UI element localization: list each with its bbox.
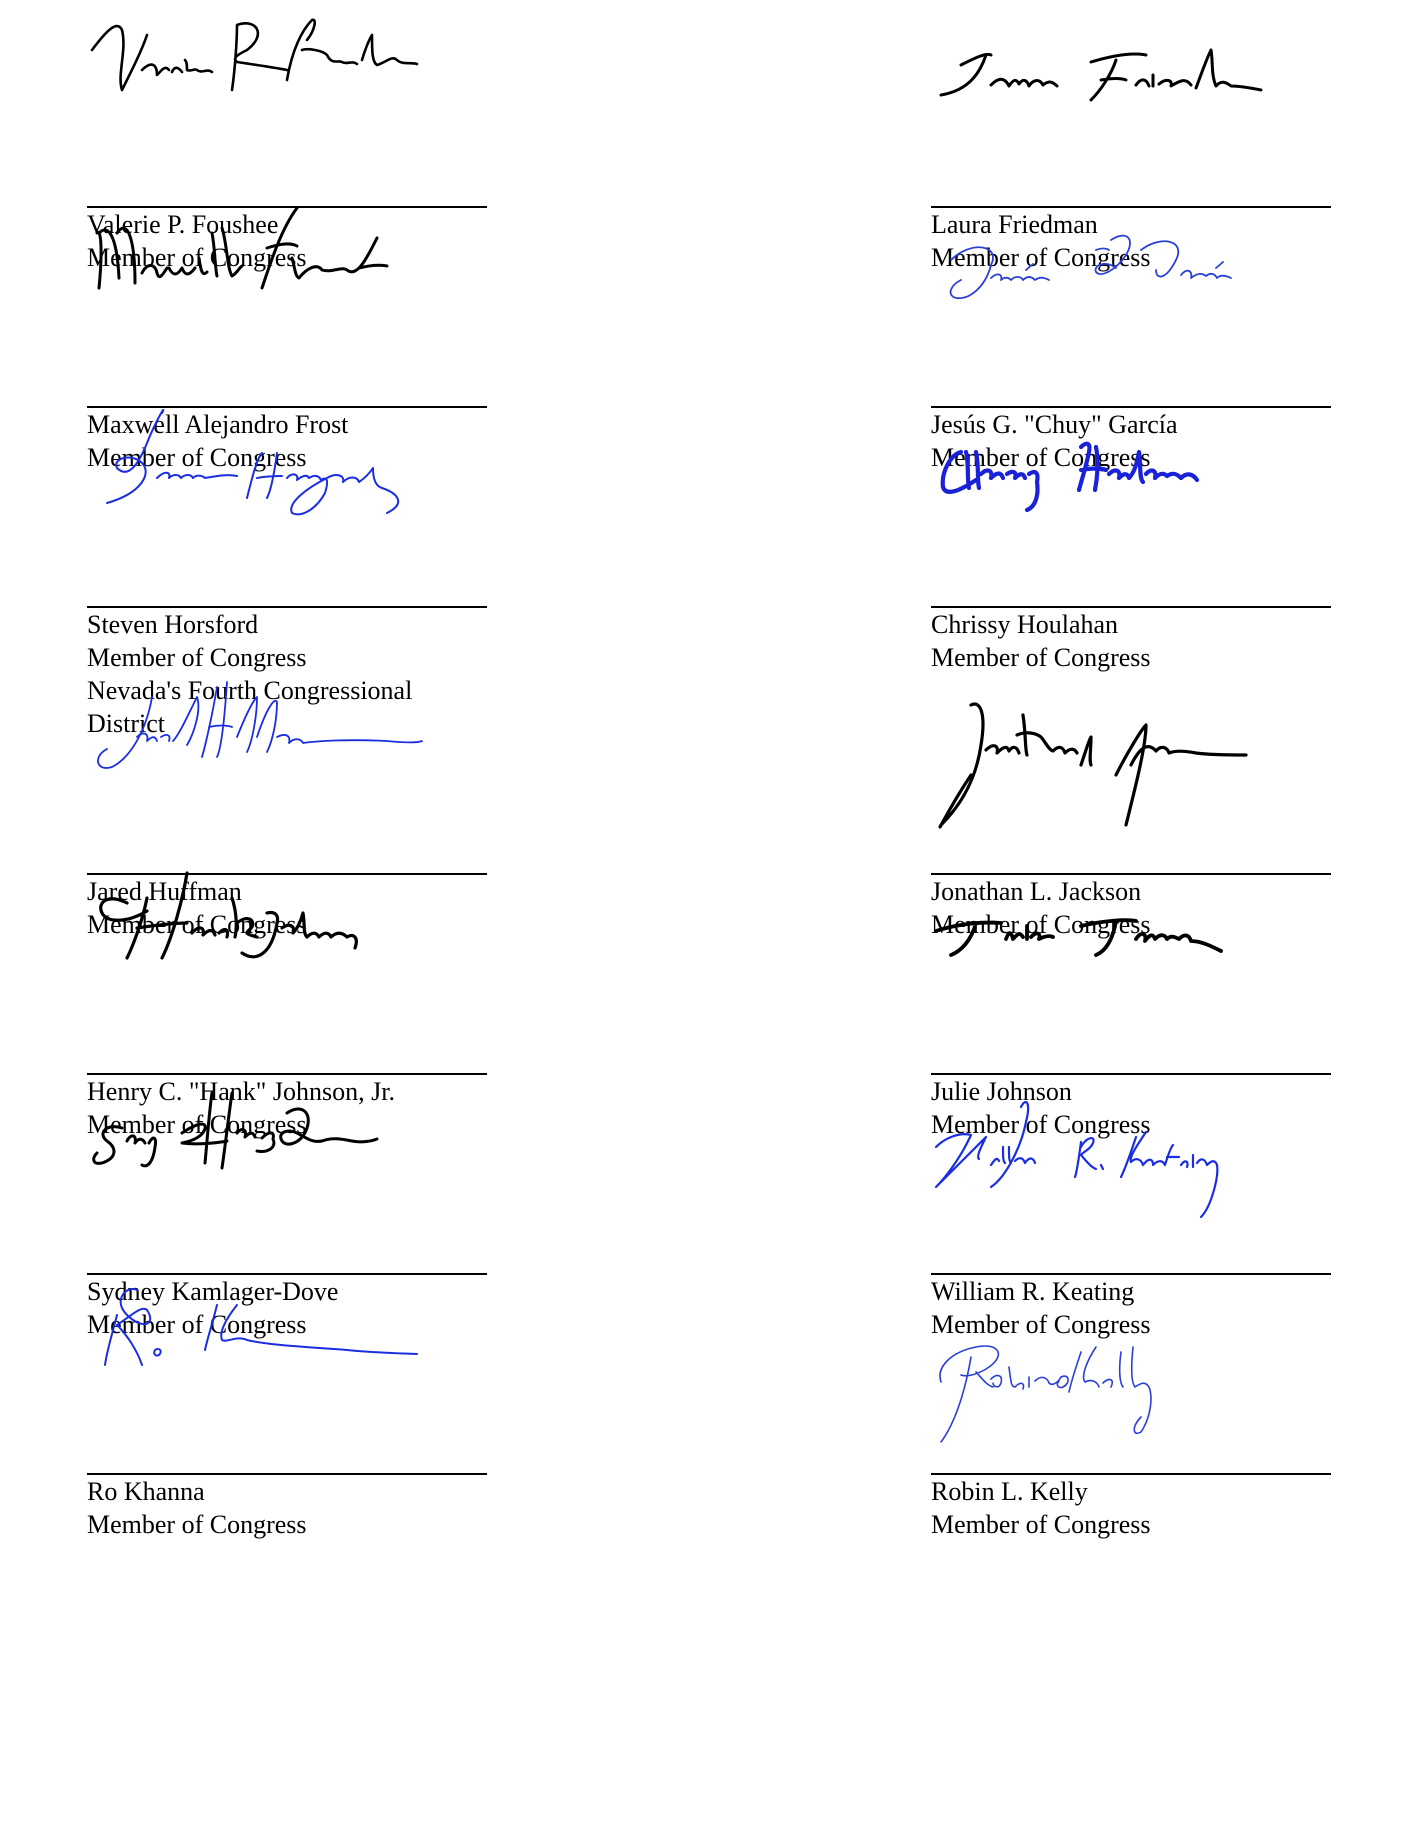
signature-stroke xyxy=(940,704,1246,827)
signatory-name: William R. Keating xyxy=(931,1277,1135,1306)
signature-stroke xyxy=(941,50,1261,100)
signatory-title: Member of Congress xyxy=(87,1510,307,1539)
signatory-title: Member of Congress xyxy=(87,443,307,472)
signatory-title: Member of Congress xyxy=(87,643,307,672)
handwritten-signature xyxy=(87,0,487,110)
signatory-title: Member of Congress xyxy=(931,910,1151,939)
signatory-name: Jared Huffman xyxy=(87,877,242,906)
signature-stroke xyxy=(92,20,417,90)
signatory-title: Member of Congress xyxy=(87,910,307,939)
signatory-name: Jesús G. "Chuy" García xyxy=(931,410,1178,439)
signature-stroke xyxy=(940,1346,1151,1442)
signatory-name: Maxwell Alejandro Frost xyxy=(87,410,349,439)
signatory-name: Robin L. Kelly xyxy=(931,1477,1088,1506)
signatory-title: Member of Congress xyxy=(931,1110,1151,1139)
signatory-name: Ro Khanna xyxy=(87,1477,205,1506)
signatory-title: Member of Congress xyxy=(931,643,1151,672)
signatory-name: Chrissy Houlahan xyxy=(931,610,1119,639)
signatory-name: Laura Friedman xyxy=(931,210,1098,239)
signatory-title: Member of Congress xyxy=(931,1510,1151,1539)
signatory-district: Nevada's Fourth Congressional District xyxy=(87,676,413,738)
signatory-title: Member of Congress xyxy=(931,1310,1151,1339)
signatory-title: Member of Congress xyxy=(87,243,307,272)
signatory-name: Henry C. "Hank" Johnson, Jr. xyxy=(87,1077,395,1106)
signatory-title: Member of Congress xyxy=(931,443,1151,472)
signatory-title: Member of Congress xyxy=(931,243,1151,272)
signatory-name: Jonathan L. Jackson xyxy=(931,877,1142,906)
signatory-name: Steven Horsford xyxy=(87,610,259,639)
handwritten-signature xyxy=(931,695,1331,815)
signatory-name: Julie Johnson xyxy=(931,1077,1072,1106)
signatory-name: Sydney Kamlager-Dove xyxy=(87,1277,339,1306)
signatory-title: Member of Congress xyxy=(87,1310,307,1339)
signatory-name: Valerie P. Foushee xyxy=(87,210,279,239)
signatory-title: Member of Congress xyxy=(87,1110,307,1139)
handwritten-signature xyxy=(931,0,1331,110)
